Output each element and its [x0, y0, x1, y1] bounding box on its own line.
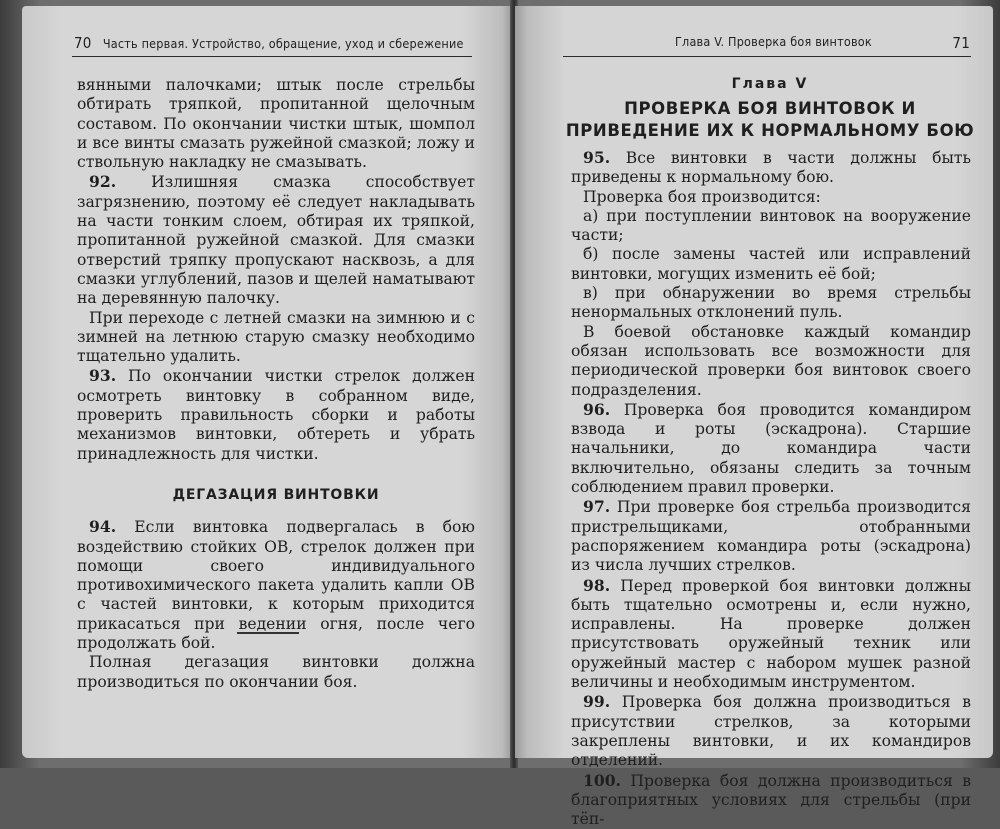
page-number-right: 71 — [952, 34, 970, 52]
paragraph-92 — [77, 172, 475, 308]
para-number: 94. — [89, 517, 116, 536]
section-title: ДЕГАЗАЦИЯ ВИНТОВКИ — [77, 486, 475, 505]
para-number: 93. — [89, 366, 116, 385]
paragraph-text: Если винтовка подвергалась в бою воздействию стойких ОВ, стрелок должен при помощи своего индивидуального противохимического пакета удалить капли ОВ с частей винтовки, к которым приходится прикасаться при ведении огня, после чего продолжать бой. — [77, 518, 475, 652]
paragraph-97 — [571, 497, 971, 575]
para-number: 95. — [583, 148, 610, 167]
paragraph-93 — [77, 366, 475, 463]
left-page — [22, 6, 512, 758]
chapter-label: Глава V — [565, 76, 975, 92]
paragraph-99 — [571, 692, 971, 770]
para-number: 99. — [583, 692, 610, 711]
running-head-right-text: Глава V. Проверка боя винтовок — [675, 34, 872, 49]
running-head-left — [74, 34, 474, 52]
end-rule — [237, 632, 299, 634]
paragraph-text: Проверка боя проводится командиром взвода и роты (эскадрона). Старшие начальники, до командира части включительно, обязаны следить за точным соблюдением правил проверки. — [571, 401, 971, 496]
paragraph-98 — [571, 576, 971, 693]
para-number: 100. — [583, 771, 621, 790]
para-number: 97. — [583, 497, 610, 516]
list-item: в) при обнаружении во время стрельбы ненормальных отклонений пуль. — [571, 284, 971, 323]
chapter-title: ПРОВЕРКА БОЯ ВИНТОВОК И ПРИВЕДЕНИЕ ИХ К НОРМАЛЬНОМУ БОЮ — [565, 98, 975, 142]
head-rule-left — [72, 56, 472, 57]
paragraph-text: По окончании чистки стрелок должен осмотреть винтовку в собранном виде, проверить правильность сборки и работы механизмов винтовки, обтереть и убрать принадлежность для чистки. — [77, 367, 475, 462]
page-number-left: 70 — [74, 34, 92, 52]
list-item: а) при поступлении винтовок на вооружение части; — [571, 207, 971, 246]
paragraph: Проверка боя производится: — [571, 188, 971, 207]
left-text-block — [77, 76, 475, 692]
paragraph-text: Проверка боя должна производиться в присутствии стрелков, за которыми закреплены винтовки, и их командиров отделений. — [571, 693, 971, 769]
paragraph-text: Проверка боя должна производиться в благоприятных условиях для стрельбы (при тёп- — [571, 772, 971, 829]
paragraph: Полная дегазация винтовки должна производиться по окончании боя. — [77, 653, 475, 692]
head-rule-right — [563, 56, 971, 57]
para-number: 98. — [583, 576, 610, 595]
running-head-left-text: Часть первая. Устройство, обращение, уход и сбережение — [103, 36, 464, 51]
right-page — [515, 6, 993, 758]
right-text-block — [571, 148, 971, 829]
paragraph-95 — [571, 148, 971, 188]
paragraph: При переходе с летней смазки на зимнюю и с зимней на летнюю старую смазку необходимо тщательно удалить. — [77, 309, 475, 367]
paragraph: вянными палочками; штык после стрельбы обтирать тряпкой, пропитанной щелочным составом. По окончании чистки штык, шомпол и все винты смазать ружейной смазкой; ложу и ствольную накладку не смазывать. — [77, 76, 475, 172]
para-number: 92. — [89, 172, 116, 191]
paragraph-text: Все винтовки в части должны быть приведены к нормальному бою. — [571, 149, 971, 186]
paragraph: В боевой обстановке каждый командир обязан использовать все возможности для периодической проверки боя винтовок своего подразделения. — [571, 323, 971, 400]
para-number: 96. — [583, 400, 610, 419]
paragraph-100 — [571, 771, 971, 829]
paragraph-text: При проверке боя стрельба производится пристрельщиками, отобранными распоряжением командира роты (эскадрона) из числа лучших стрелков. — [571, 498, 971, 574]
paragraph-text: Перед проверкой боя винтовки должны быть тщательно осмотрены и, если нужно, исправлены. На проверке должен присутствовать оружейный техник или оружейный мастер с набором мушек разной величины и необходимым инструментом. — [571, 577, 971, 691]
paragraph-96 — [571, 400, 971, 497]
list-item: б) после замены частей или исправлений винтовки, могущих изменить её бой; — [571, 245, 971, 284]
paragraph-text: Излишняя смазка способствует загрязнению, поэтому её следует накладывать на части тонким слоем, обтирая их тряпкой, пропитанной ружейной смазкой. Для смазки отверстий тряпку пропускают насквозь, а для смазки углублений, пазов и щелей наматывают на деревянную палочку. — [77, 173, 475, 307]
